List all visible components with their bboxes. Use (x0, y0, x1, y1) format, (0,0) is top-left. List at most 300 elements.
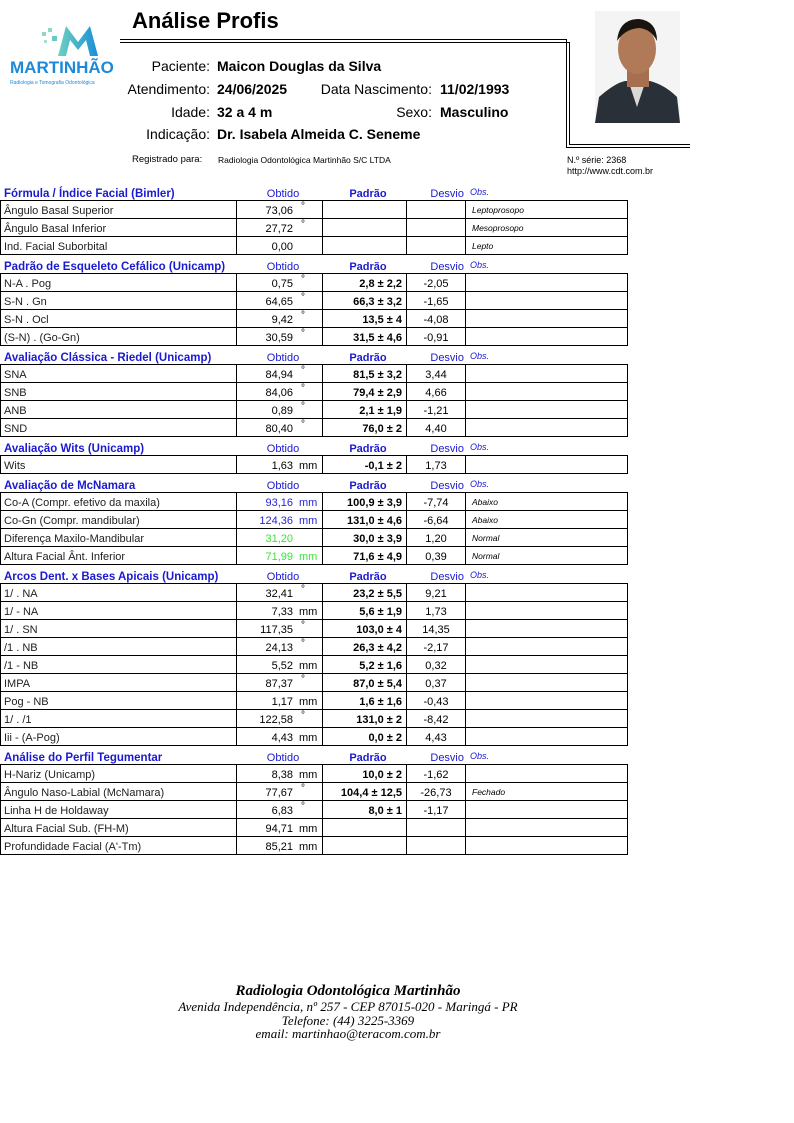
measure-label: Wits (1, 456, 237, 473)
standard-value: 0,0 ± 2 (323, 728, 407, 745)
column-header-obs: Obs. (470, 260, 490, 270)
divider (120, 39, 566, 40)
standard-value: 103,0 ± 4 (323, 620, 407, 637)
table-row (1, 800, 627, 818)
obtained-cell (237, 493, 323, 510)
measure-label: SND (1, 419, 237, 436)
measure-label: (S-N) . (Go-Gn) (1, 328, 237, 345)
column-header-desvio: Desvio (430, 571, 464, 583)
standard-value: 81,5 ± 3,2 (323, 365, 407, 382)
observation (466, 692, 627, 709)
obtained-value: 1,17 (271, 696, 293, 708)
logo-name: MARTINHÃO (10, 58, 114, 77)
logo-tagline: Radiologia e Tomografia Odontológica (10, 80, 95, 86)
divider (120, 42, 569, 43)
column-header-obs: Obs. (470, 351, 490, 361)
section-rows (0, 583, 628, 746)
unit: ° (301, 584, 305, 595)
table-row (1, 601, 627, 619)
footer (100, 983, 596, 1041)
obtained-value: 0,89 (271, 405, 293, 417)
deviation-value: -1,17 (407, 801, 466, 818)
divider (566, 39, 567, 147)
observation: Normal (472, 533, 500, 543)
measure-label: Linha H de Holdaway (1, 801, 237, 818)
deviation-value: 1,73 (407, 602, 466, 619)
obtained-value: 85,21 (265, 841, 293, 853)
column-header-desvio: Desvio (430, 752, 464, 764)
unit: ° (301, 365, 305, 376)
visit-label: Atendimento: (127, 81, 210, 97)
column-header-desvio: Desvio (430, 480, 464, 492)
footer-company: Radiologia Odontológica Martinhão (235, 983, 461, 999)
column-header-obtido: Obtido (266, 571, 300, 583)
obtained-value: 124,36 (259, 515, 293, 527)
observation (466, 710, 627, 727)
column-header-obtido: Obtido (266, 188, 300, 200)
unit: ° (301, 292, 305, 303)
standard-value: 26,3 ± 4,2 (323, 638, 407, 655)
table-row (1, 510, 627, 528)
deviation-value (407, 201, 466, 218)
deviation-value: 4,43 (407, 728, 466, 745)
measure-label: Diferença Maxilo-Mandibular (1, 529, 237, 546)
table-row (1, 201, 627, 218)
age-value: 32 a 4 m (217, 104, 273, 120)
standard-value: 131,0 ± 2 (323, 710, 407, 727)
table-row (1, 274, 627, 291)
obtained-value: 122,58 (259, 714, 293, 726)
unit: ° (301, 201, 305, 212)
observation: Fechado (472, 787, 506, 797)
obtained-cell (237, 783, 323, 800)
observation: Leptoprosopo (472, 205, 524, 215)
measure-label: /1 - NB (1, 656, 237, 673)
column-header-padrao: Padrão (349, 443, 387, 455)
section-rows (0, 455, 628, 474)
section-rows (0, 364, 628, 437)
obtained-value: 8,38 (271, 769, 293, 781)
unit: ° (301, 801, 305, 812)
measure-label: Altura Facial Ânt. Inferior (1, 547, 237, 564)
table-row (1, 418, 627, 436)
standard-value: 30,0 ± 3,9 (323, 529, 407, 546)
standard-value: -0,1 ± 2 (323, 456, 407, 473)
obtained-value: 117,35 (260, 624, 293, 636)
unit: mm (299, 769, 318, 781)
obtained-value: 84,94 (265, 369, 293, 381)
table-row (1, 691, 627, 709)
column-header-obs: Obs. (470, 751, 490, 761)
deviation-value: 1,20 (407, 529, 466, 546)
referral-value: Dr. Isabela Almeida C. Seneme (217, 126, 421, 142)
observation (466, 310, 627, 327)
column-header-desvio: Desvio (430, 443, 464, 455)
table-row (1, 236, 627, 254)
obtained-cell (237, 547, 323, 564)
standard-value (323, 819, 407, 836)
obtained-cell (237, 584, 323, 601)
observation (466, 837, 627, 854)
obtained-cell (237, 620, 323, 637)
obtained-cell (237, 511, 323, 528)
obtained-value: 32,41 (265, 588, 293, 600)
table-row (1, 400, 627, 418)
section-rows (0, 764, 628, 855)
obtained-cell (237, 365, 323, 382)
table-row (1, 584, 627, 601)
obtained-value: 0,00 (271, 241, 293, 253)
obtained-cell (237, 401, 323, 418)
observation (466, 819, 627, 836)
obtained-cell (237, 419, 323, 436)
deviation-value: -26,73 (407, 783, 466, 800)
observation: Abaixo (472, 497, 498, 507)
obtained-cell (237, 728, 323, 745)
unit: ° (301, 710, 305, 721)
deviation-value (407, 819, 466, 836)
obtained-cell (237, 638, 323, 655)
observation (466, 419, 627, 436)
observation: Mesoprosopo (472, 223, 524, 233)
column-header-padrao: Padrão (349, 352, 387, 364)
analysis-table (0, 182, 628, 855)
section-title: Avaliação Clássica - Riedel (Unicamp) (4, 352, 212, 364)
column-header-obtido: Obtido (266, 261, 300, 273)
deviation-value: 9,21 (407, 584, 466, 601)
observation (466, 328, 627, 345)
table-row (1, 709, 627, 727)
website-link[interactable]: http://www.cdt.com.br (567, 166, 654, 176)
standard-value (323, 837, 407, 854)
standard-value: 31,5 ± 4,6 (323, 328, 407, 345)
obtained-cell (237, 383, 323, 400)
unit: ° (301, 328, 305, 339)
obtained-cell (237, 819, 323, 836)
observation (466, 638, 627, 655)
measure-label: /1 . NB (1, 638, 237, 655)
measure-label: SNB (1, 383, 237, 400)
standard-value: 104,4 ± 12,5 (323, 783, 407, 800)
deviation-value: 0,37 (407, 674, 466, 691)
observation: Normal (472, 551, 500, 561)
unit: ° (301, 274, 305, 285)
obtained-cell (237, 292, 323, 309)
obtained-cell (237, 837, 323, 854)
standard-value: 76,0 ± 2 (323, 419, 407, 436)
section-header (0, 257, 628, 273)
measure-label: Ângulo Basal Inferior (1, 219, 237, 236)
standard-value: 10,0 ± 2 (323, 765, 407, 782)
unit: mm (299, 660, 318, 672)
obtained-cell (237, 656, 323, 673)
unit: mm (299, 696, 318, 708)
measure-label: 1/ . NA (1, 584, 237, 601)
unit: mm (299, 606, 318, 618)
standard-value (323, 201, 407, 218)
unit: ° (301, 674, 305, 685)
observation (466, 401, 627, 418)
observation (466, 620, 627, 637)
obtained-cell (237, 765, 323, 782)
observation (466, 674, 627, 691)
standard-value: 2,8 ± 2,2 (323, 274, 407, 291)
obtained-value: 87,37 (265, 678, 293, 690)
measure-label: N-A . Pog (1, 274, 237, 291)
deviation-value: -0,43 (407, 692, 466, 709)
section-title: Avaliação Wits (Unicamp) (4, 443, 145, 455)
deviation-value: 4,66 (407, 383, 466, 400)
column-header-padrao: Padrão (349, 261, 387, 273)
section-header (0, 476, 628, 492)
obtained-value: 6,83 (271, 805, 293, 817)
obtained-value: 27,72 (265, 223, 293, 235)
section-header (0, 567, 628, 583)
table-row (1, 382, 627, 400)
unit: ° (301, 419, 305, 430)
unit: mm (299, 515, 318, 527)
footer-address: Avenida Independência, nº 257 - CEP 87015-020 - Maringá - PR (178, 999, 518, 1014)
deviation-value: 0,39 (407, 547, 466, 564)
deviation-value: -1,62 (407, 765, 466, 782)
deviation-value: -2,17 (407, 638, 466, 655)
birth-label: Data Nascimento: (320, 81, 432, 97)
deviation-value: 4,40 (407, 419, 466, 436)
obtained-value: 71,99 (265, 551, 293, 563)
deviation-value (407, 837, 466, 854)
obtained-value: 31,20 (265, 533, 293, 545)
obtained-cell (237, 274, 323, 291)
section-header (0, 348, 628, 364)
deviation-value: -8,42 (407, 710, 466, 727)
obtained-value: 7,33 (271, 606, 293, 618)
deviation-value: -1,21 (407, 401, 466, 418)
measure-label: Pog - NB (1, 692, 237, 709)
column-header-obs: Obs. (470, 570, 490, 580)
table-row (1, 218, 627, 236)
column-header-obs: Obs. (470, 187, 490, 197)
standard-value: 23,2 ± 5,5 (323, 584, 407, 601)
section-rows (0, 492, 628, 565)
standard-value: 79,4 ± 2,9 (323, 383, 407, 400)
visit-date: 24/06/2025 (217, 81, 288, 97)
section-title: Arcos Dent. x Bases Apicais (Unicamp) (4, 571, 219, 583)
section-header (0, 184, 628, 200)
observation: Abaixo (472, 515, 498, 525)
obtained-value: 80,40 (265, 423, 293, 435)
obtained-cell (237, 801, 323, 818)
column-header-desvio: Desvio (430, 188, 464, 200)
unit: mm (299, 551, 318, 563)
divider (569, 42, 570, 144)
measure-label: Co-Gn (Compr. mandibular) (1, 511, 237, 528)
measure-label: IMPA (1, 674, 237, 691)
deviation-value: 0,32 (407, 656, 466, 673)
observation (466, 383, 627, 400)
obtained-value: 73,06 (265, 205, 293, 217)
observation (466, 728, 627, 745)
deviation-value: -0,91 (407, 328, 466, 345)
measure-label: 1/ - NA (1, 602, 237, 619)
measure-label: ANB (1, 401, 237, 418)
referral-label: Indicação: (146, 126, 210, 142)
obtained-value: 5,52 (271, 660, 293, 672)
observation (466, 602, 627, 619)
section-title: Avaliação de McNamara (4, 480, 136, 492)
table-row (1, 782, 627, 800)
column-header-desvio: Desvio (430, 261, 464, 273)
measure-label: Iii - (A-Pog) (1, 728, 237, 745)
obtained-cell (237, 529, 323, 546)
obtained-cell (237, 219, 323, 236)
unit: mm (299, 841, 318, 853)
observation (466, 584, 627, 601)
measure-label: S-N . Gn (1, 292, 237, 309)
divider (569, 144, 690, 145)
page-title: Análise Profis (132, 8, 279, 33)
deviation-value: 1,73 (407, 456, 466, 473)
unit: mm (299, 460, 318, 472)
measure-label: S-N . Ocl (1, 310, 237, 327)
standard-value: 87,0 ± 5,4 (323, 674, 407, 691)
table-row (1, 546, 627, 564)
section-rows (0, 200, 628, 255)
obtained-cell (237, 328, 323, 345)
obtained-value: 4,43 (271, 732, 293, 744)
unit (293, 529, 299, 546)
obtained-cell (237, 201, 323, 218)
standard-value: 5,2 ± 1,6 (323, 656, 407, 673)
table-row (1, 727, 627, 745)
sex-label: Sexo: (396, 104, 432, 120)
deviation-value (407, 237, 466, 254)
table-row (1, 327, 627, 345)
obtained-cell (237, 602, 323, 619)
serial-number: N.º série: 2368 (567, 155, 627, 165)
obtained-value: 30,59 (265, 332, 293, 344)
unit: ° (301, 620, 305, 631)
standard-value: 66,3 ± 3,2 (323, 292, 407, 309)
observation (466, 274, 627, 291)
column-header-obtido: Obtido (266, 480, 300, 492)
section-title: Padrão de Esqueleto Cefálico (Unicamp) (4, 261, 226, 273)
patient-label: Paciente: (151, 58, 210, 74)
measure-label: H-Nariz (Unicamp) (1, 765, 237, 782)
deviation-value (407, 219, 466, 236)
standard-value: 100,9 ± 3,9 (323, 493, 407, 510)
obtained-cell (237, 710, 323, 727)
observation (466, 292, 627, 309)
unit: ° (301, 383, 305, 394)
registered-value: Radiologia Odontológica Martinhão S/C LTDA (218, 155, 391, 165)
standard-value: 8,0 ± 1 (323, 801, 407, 818)
birth-date: 11/02/1993 (440, 81, 510, 97)
unit: mm (299, 497, 318, 509)
measure-label: Profundidade Facial (A'-Tm) (1, 837, 237, 854)
standard-value: 71,6 ± 4,9 (323, 547, 407, 564)
obtained-cell (237, 456, 323, 473)
table-row (1, 818, 627, 836)
observation (466, 765, 627, 782)
deviation-value: 14,35 (407, 620, 466, 637)
table-row (1, 836, 627, 854)
obtained-cell (237, 674, 323, 691)
unit: ° (301, 783, 305, 794)
patient-photo-icon (595, 11, 680, 123)
column-header-obs: Obs. (470, 442, 490, 452)
table-row (1, 619, 627, 637)
table-row (1, 673, 627, 691)
standard-value (323, 219, 407, 236)
age-label: Idade: (171, 104, 210, 120)
patient-name: Maicon Douglas da Silva (217, 58, 382, 74)
obtained-cell (237, 310, 323, 327)
unit: mm (299, 823, 318, 835)
obtained-value: 77,67 (265, 787, 293, 799)
obtained-value: 94,71 (265, 823, 293, 835)
deviation-value: -6,64 (407, 511, 466, 528)
patient-photo (595, 11, 680, 123)
table-row (1, 765, 627, 782)
divider (566, 147, 690, 148)
column-header-padrao: Padrão (349, 480, 387, 492)
registered-label: Registrado para: (132, 154, 203, 165)
standard-value (323, 237, 407, 254)
table-row (1, 655, 627, 673)
section-title: Análise do Perfil Tegumentar (4, 752, 163, 764)
column-header-obs: Obs. (470, 479, 490, 489)
observation (466, 365, 627, 382)
deviation-value: -2,05 (407, 274, 466, 291)
unit: ° (301, 638, 305, 649)
table-row (1, 637, 627, 655)
section-title: Fórmula / Índice Facial (Bimler) (4, 188, 175, 200)
unit: ° (301, 401, 305, 412)
standard-value: 2,1 ± 1,9 (323, 401, 407, 418)
column-header-padrao: Padrão (349, 571, 387, 583)
footer-email: email: martinhao@teracom.com.br (255, 1026, 441, 1041)
measure-label: Ind. Facial Suborbital (1, 237, 237, 254)
observation (466, 456, 627, 473)
column-header-obtido: Obtido (266, 752, 300, 764)
column-header-padrao: Padrão (349, 188, 387, 200)
unit (293, 237, 299, 254)
column-header-padrao: Padrão (349, 752, 387, 764)
deviation-value: -7,74 (407, 493, 466, 510)
section-header (0, 439, 628, 455)
table-row (1, 493, 627, 510)
standard-value: 5,6 ± 1,9 (323, 602, 407, 619)
section-rows (0, 273, 628, 346)
measure-label: SNA (1, 365, 237, 382)
table-row (1, 365, 627, 382)
unit: ° (301, 219, 305, 230)
table-row (1, 528, 627, 546)
deviation-value: 3,44 (407, 365, 466, 382)
standard-value: 13,5 ± 4 (323, 310, 407, 327)
footer-phone: Telefone: (44) 3225-3369 (281, 1012, 415, 1028)
standard-value: 1,6 ± 1,6 (323, 692, 407, 709)
clinic-logo (8, 22, 130, 92)
table-row (1, 456, 627, 473)
measure-label: Co-A (Compr. efetivo da maxila) (1, 493, 237, 510)
table-row (1, 291, 627, 309)
section-header (0, 748, 628, 764)
observation: Lepto (472, 241, 494, 251)
column-header-obtido: Obtido (266, 352, 300, 364)
obtained-cell (237, 692, 323, 709)
measure-label: 1/ . SN (1, 620, 237, 637)
